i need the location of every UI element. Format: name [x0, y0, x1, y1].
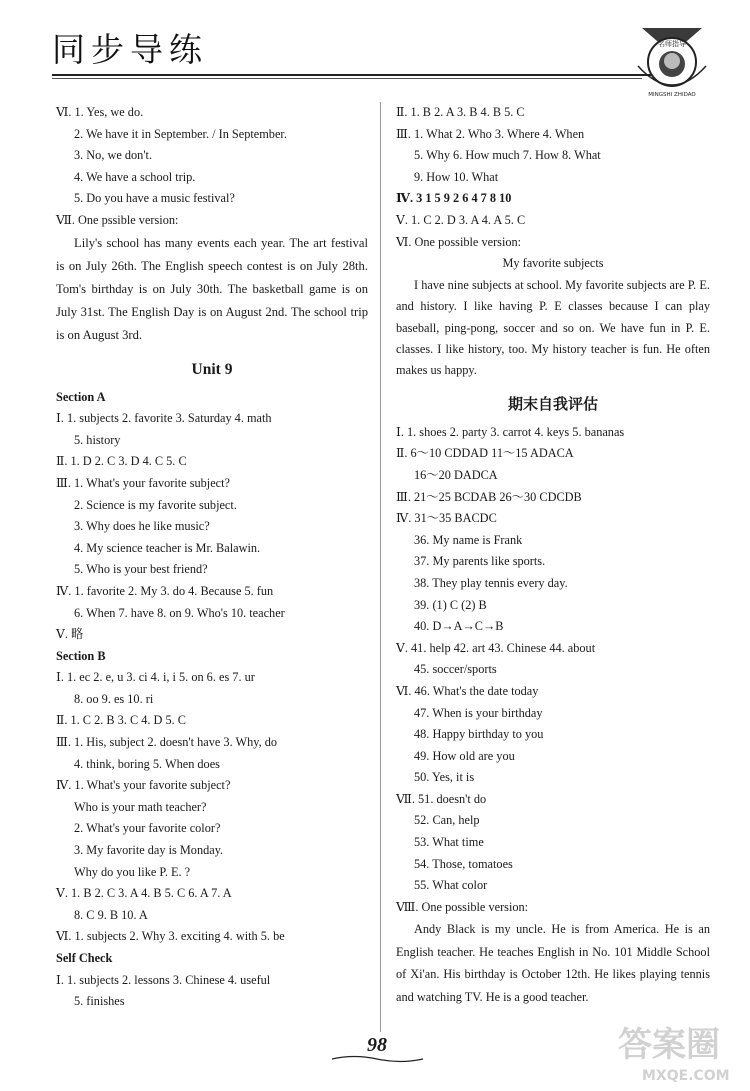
- header-rule: [52, 74, 652, 76]
- header-title: 同步导练: [52, 30, 208, 69]
- answer-line: 50. Yes, it is: [414, 770, 475, 785]
- answer-line: 8. C 9. B 10. A: [74, 907, 148, 922]
- answer-line: Ⅵ. 1. subjects 2. Why 3. exciting 4. with 5. be: [56, 929, 285, 944]
- answer-line: 39. (1) C (2) B: [414, 597, 487, 612]
- answer-line: 49. How old are you: [414, 748, 515, 763]
- emblem-subtext: MINGSHI ZHIDAO: [648, 92, 696, 98]
- answer-line: 52. Can, help: [414, 813, 480, 828]
- answer-line: 55. What color: [414, 878, 488, 893]
- answer-line: Ⅰ. 1. ec 2. e, u 3. ci 4. i, i 5. on 6. es 7. ur: [56, 670, 255, 685]
- answer-line: 3. My favorite day is Monday.: [74, 843, 224, 858]
- unit-title: Unit 9: [191, 360, 233, 378]
- answer-line: 53. What time: [414, 835, 484, 850]
- essay-passage: I have nine subjects at school. My favorite subjects are P. E. and history. I like having P. E classes because I can play baseball, ping-pong, soccer and so on. We have fun in P. E. classes. I like history, too. My history teacher is fun. He often makes us happy.: [396, 277, 710, 378]
- final-assessment-title: 期末自我评估: [507, 394, 598, 413]
- answer-line: 40. D→A→C→B: [414, 619, 504, 634]
- answer-line: 38. They play tennis every day.: [414, 575, 568, 590]
- emblem-text: 名师指导: [658, 40, 686, 48]
- answer-line: Ⅷ. One possible version:: [396, 899, 529, 914]
- sample-passage: Lily's school has many events each year. The art festival is on July 26th. The English speech contest is on July 28th. Tom's birthday is on July 30th. The basketball game is on July 31st. The English Day is on August 2nd. The school trip is on August 3rd.: [56, 235, 368, 342]
- answer-line: 54. Those, tomatoes: [414, 856, 513, 871]
- answer-line: 5. history: [74, 432, 121, 447]
- answer-line: 3. Why does he like music?: [74, 519, 210, 534]
- page-header: [0, 0, 750, 100]
- section-label: Self Check: [56, 951, 113, 965]
- answer-line: Why do you like P. E. ?: [74, 864, 191, 879]
- answer-line: Ⅳ. 1. favorite 2. My 3. do 4. Because 5. fun: [56, 583, 274, 598]
- right-column: [396, 102, 710, 1008]
- answer-line: Ⅴ. 1. C 2. D 3. A 4. A 5. C: [396, 212, 526, 227]
- answer-line: 48. Happy birthday to you: [414, 727, 544, 742]
- answer-line: Ⅰ. 1. subjects 2. lessons 3. Chinese 4. useful: [56, 972, 271, 987]
- answer-line: Ⅳ. 1. What's your favorite subject?: [56, 778, 231, 793]
- answer-line: Ⅲ. 21～25 BCDAB 26～30 CDCDB: [396, 489, 582, 504]
- answer-line: Ⅲ. 1. What's your favorite subject?: [56, 475, 230, 490]
- answer-line: Ⅵ. One possible version:: [396, 234, 522, 249]
- answer-line: Ⅲ. 1. His, subject 2. doesn't have 3. Why, do: [56, 735, 278, 750]
- page-number-ornament-icon: [330, 1054, 425, 1064]
- answer-line: Ⅴ. 41. help 42. art 43. Chinese 44. about: [396, 640, 596, 655]
- section-label: Section A: [56, 389, 106, 404]
- answer-line: Ⅱ. 1. D 2. C 3. D 4. C 5. C: [56, 454, 187, 469]
- answer-line: Ⅲ. 1. What 2. Who 3. Where 4. When: [396, 126, 585, 141]
- answer-line: Ⅵ. 46. What's the date today: [396, 683, 539, 698]
- answer-line: Ⅶ. 51. doesn't do: [396, 791, 487, 806]
- answer-line: Ⅴ. 略: [56, 627, 84, 642]
- answer-line: 2. What's your favorite color?: [74, 821, 221, 836]
- answer-line: 3. No, we don't.: [74, 148, 153, 163]
- answer-line: Ⅵ. 1. Yes, we do.: [56, 105, 144, 119]
- answer-line: 5. finishes: [74, 994, 125, 1009]
- answer-line: 2. Science is my favorite subject.: [74, 497, 237, 512]
- page-number: 98: [367, 1034, 387, 1056]
- essay-title: My favorite subjects: [502, 256, 604, 271]
- watermark-url: MXQE.COM: [642, 1068, 730, 1084]
- answer-line: 8. oo 9. es 10. ri: [74, 691, 154, 706]
- answer-line: 9. How 10. What: [414, 169, 499, 184]
- answer-line: 6. When 7. have 8. on 9. Who's 10. teacher: [74, 605, 285, 620]
- answer-line: Ⅱ. 1. B 2. A 3. B 4. B 5. C: [396, 105, 525, 119]
- answer-line: Ⅰ. 1. subjects 2. favorite 3. Saturday 4. math: [56, 411, 272, 426]
- answer-line: 5. Who is your best friend?: [74, 562, 208, 577]
- answer-line: 37. My parents like sports.: [414, 554, 546, 569]
- answer-line: 16～20 DADCA: [414, 467, 498, 482]
- column-divider: [380, 102, 381, 1032]
- watermark-logo: [612, 1012, 742, 1086]
- header-rule-thin: [52, 78, 642, 79]
- answer-line: 4. My science teacher is Mr. Balawin.: [74, 540, 261, 555]
- answer-line: Ⅴ. 1. B 2. C 3. A 4. B 5. C 6. A 7. A: [56, 886, 232, 901]
- answer-line: 4. think, boring 5. When does: [74, 756, 220, 771]
- answer-line: Ⅰ. 1. shoes 2. party 3. carrot 4. keys 5. bananas: [396, 424, 625, 439]
- emblem-logo: [630, 26, 714, 100]
- watermark-text: 答案圈: [618, 1025, 720, 1065]
- answer-line: Ⅳ. 3 1 5 9 2 6 4 7 8 10: [396, 191, 512, 206]
- answer-line: 36. My name is Frank: [414, 532, 523, 547]
- answer-line: 2. We have it in September. / In September.: [74, 126, 287, 141]
- section-label: Section B: [56, 648, 106, 663]
- answer-line: 45. soccer/sports: [414, 662, 497, 677]
- final-passage: Andy Black is my uncle. He is from America. He is an English teacher. He teaches English in No. 101 Middle School of Xi'an. His birthday is October 12th. He likes playing tennis and watching TV. He is a good teacher.: [396, 922, 710, 1004]
- left-column: [56, 102, 368, 1013]
- answer-line: Who is your math teacher?: [74, 799, 207, 814]
- answer-line: Ⅳ. 31～35 BACDC: [396, 511, 497, 526]
- answer-line: Ⅱ. 1. C 2. B 3. C 4. D 5. C: [56, 713, 186, 728]
- answer-line: 4. We have a school trip.: [74, 169, 196, 184]
- answer-line: 5. Do you have a music festival?: [74, 191, 235, 206]
- answer-line: Ⅱ. 6～10 CDDAD 11～15 ADACA: [396, 446, 574, 461]
- answer-line: 5. Why 6. How much 7. How 8. What: [414, 148, 601, 163]
- answer-line: Ⅶ. One pssible version:: [56, 212, 179, 227]
- answer-line: 47. When is your birthday: [414, 705, 543, 720]
